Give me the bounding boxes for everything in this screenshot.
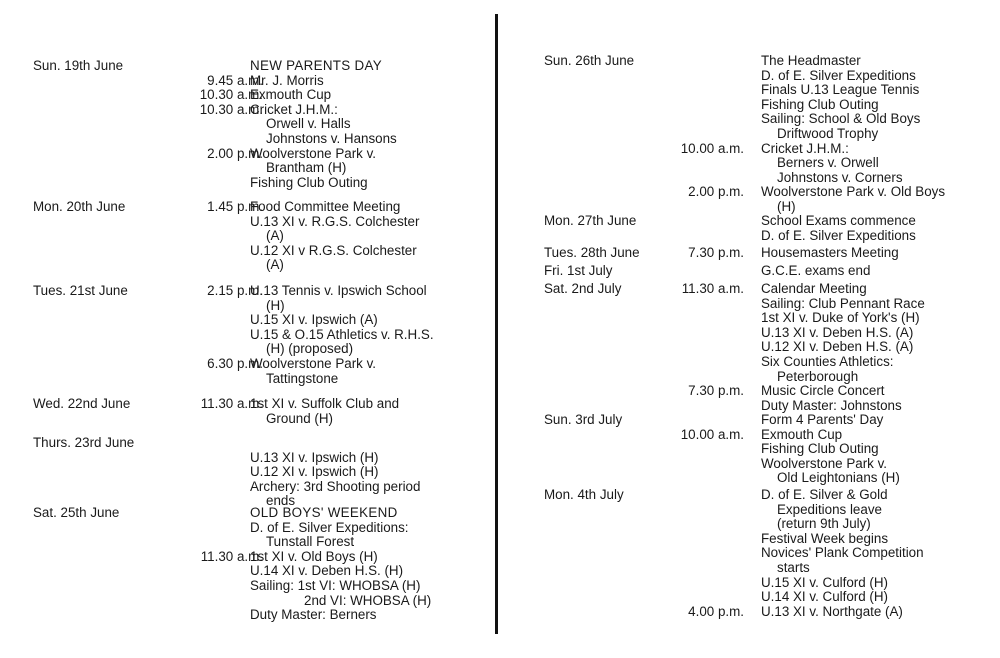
event-text: D. of E. Silver & Gold [761,487,888,502]
event-text: (H) [266,297,285,313]
event-time: 2.00 p.m. [688,184,744,200]
day-block [0,506,495,623]
event-text: Expeditions leave [777,501,882,517]
day-date: Mon. 20th June [33,199,126,214]
schedule-line [0,328,495,343]
schedule-line [0,74,495,89]
event-text: U.13 XI v. Ipswich (H) [250,449,379,465]
schedule-line [500,83,1000,98]
event-text: Tunstall Forest [266,534,355,550]
schedule-line [0,535,495,550]
event-text: U.15 & O.15 Athletics v. R.H.S. [250,326,434,342]
schedule-line [0,299,495,314]
day-date: Sat. 25th June [33,505,120,520]
schedule-line [500,355,1000,370]
schedule-line [500,488,1000,503]
schedule-line [0,284,495,299]
event-time: 11.30 a.m. [200,396,263,411]
schedule-line [0,397,495,412]
event-text: Calendar Meeting [761,281,867,296]
schedule-line [500,98,1000,113]
event-text: Fishing Club Outing [250,174,368,190]
right-page [500,0,1000,658]
event-text: Duty Master: Berners [250,607,377,623]
event-text: Novices' Plank Competition [761,545,924,561]
schedule-line [0,436,495,451]
schedule-line [500,590,1000,605]
schedule-line [0,357,495,372]
day-date: Sun. 3rd July [544,412,623,427]
event-text: (A) [266,228,284,244]
event-time: 10.00 a.m. [680,140,744,156]
event-text: U.12 XI v. Deben H.S. (A) [761,339,914,355]
schedule-line [0,451,495,466]
event-text: 1st XI v. Old Boys (H) [250,548,378,564]
schedule-line [0,313,495,328]
schedule-line [0,579,495,594]
schedule-line [0,608,495,623]
schedule-line [500,370,1000,385]
day-date: Sat. 2nd July [544,281,622,296]
event-text: Woolverstone Park v. [250,355,377,371]
event-text: U.13 XI v. Northgate (A) [761,603,903,619]
event-time: 10.00 a.m. [680,426,744,442]
schedule-line [500,605,1000,620]
day-block [500,214,1000,243]
event-text: Johnstons v. Hansons [266,130,397,146]
schedule-line [500,546,1000,561]
event-text: Brantham (H) [266,160,347,176]
day-date: Mon. 4th July [544,487,624,502]
schedule-line [0,342,495,357]
day-block [0,59,495,190]
event-text: Archery: 3rd Shooting period [250,478,421,494]
event-text: U.15 XI v. Culford (H) [761,574,888,590]
day-date: Sun. 26th June [544,53,635,68]
day-date: Fri. 1st July [544,263,613,278]
schedule-line [0,465,495,480]
schedule-line [0,506,495,521]
event-time: 7.30 p.m. [688,245,744,260]
event-text: (H) [777,198,796,214]
schedule-line [500,229,1000,244]
schedule-line [500,311,1000,326]
schedule-line [500,246,1000,261]
event-time: 1.45 p.m. [207,199,263,214]
event-text: Six Counties Athletics: [761,353,894,369]
schedule-line [500,127,1000,142]
schedule-line [500,457,1000,472]
schedule-line [0,176,495,191]
schedule-line [500,413,1000,428]
event-text: The Headmaster [761,53,861,68]
schedule-line [500,532,1000,547]
event-text: School Exams commence [761,213,916,228]
schedule-line [0,88,495,103]
event-time: 9.45 a.m. [207,72,263,88]
event-text: Woolverstone Park v. [761,455,888,471]
event-time: 7.30 p.m. [688,383,744,399]
day-block [0,200,495,273]
schedule-line [0,59,495,74]
event-text: U.12 XI v. Ipswich (H) [250,464,379,480]
event-text: NEW PARENTS DAY [250,58,382,73]
event-time: 6.30 p.m. [207,355,263,371]
schedule-line [500,576,1000,591]
event-text: OLD BOYS' WEEKEND [250,505,398,520]
event-text: Ground (H) [266,410,333,426]
event-time: 10.30 a.m. [199,87,263,103]
event-text: Food Committee Meeting [250,199,401,214]
schedule-line [0,117,495,132]
event-text: Fishing Club Outing [761,96,879,112]
event-text: 1st XI v. Suffolk Club and [250,396,400,411]
day-date: Tues. 28th June [544,245,640,260]
event-text: Duty Master: Johnstons [761,397,902,413]
schedule-line [0,132,495,147]
event-text: Cricket J.H.M.: [250,101,338,117]
event-text: ends [266,493,296,509]
schedule-line [0,521,495,536]
event-text: U.15 XI v. Ipswich (A) [250,312,378,328]
day-date: Thurs. 23rd June [33,435,135,450]
day-block [500,488,1000,619]
schedule-line [500,171,1000,186]
schedule-line [500,142,1000,157]
event-text: U.14 XI v. Deben H.S. (H) [250,563,404,579]
event-text: Woolverstone Park v. Old Boys [761,184,946,200]
schedule-line [0,103,495,118]
event-text: Housemasters Meeting [761,245,899,260]
event-text: Finals U.13 League Tennis [761,82,920,98]
event-text: Johnstons v. Corners [777,169,903,185]
schedule-line [0,200,495,215]
schedule-line [500,112,1000,127]
schedule-line [500,384,1000,399]
event-text: Tattingstone [266,370,339,386]
event-text: (return 9th July) [777,516,871,532]
day-block [500,282,1000,413]
event-time: 2.15 p.m. [207,283,263,298]
schedule-line [500,54,1000,69]
day-block [500,54,1000,215]
schedule-line [0,594,495,609]
event-text: U.13 XI v. Deben H.S. (A) [761,324,914,340]
schedule-line [500,561,1000,576]
schedule-line [0,564,495,579]
event-text: 1st XI v. Duke of York's (H) [761,310,920,326]
event-time: 10.30 a.m. [199,101,263,117]
event-text: Sailing: Club Pennant Race [761,295,925,311]
day-date: Wed. 22nd June [33,396,131,411]
day-block [0,436,495,509]
event-text: 2nd VI: WHOBSA (H) [304,592,432,608]
event-text: U.13 XI v. R.G.S. Colchester [250,213,420,229]
event-text: starts [777,559,810,575]
schedule-line [500,185,1000,200]
event-text: Exmouth Cup [761,426,843,442]
schedule-line [500,326,1000,341]
schedule-line [0,215,495,230]
event-time: 4.00 p.m. [688,603,744,619]
day-block [500,413,1000,486]
event-text: D. of E. Silver Expeditions [761,67,916,83]
schedule-line [0,372,495,387]
event-text: Cricket J.H.M.: [761,140,849,156]
day-block [0,284,495,386]
day-date: Tues. 21st June [33,283,128,298]
event-text: D. of E. Silver Expeditions: [250,519,409,535]
event-text: (H) (proposed) [266,341,354,357]
schedule-line [0,412,495,427]
event-text: Form 4 Parents' Day [761,412,884,427]
schedule-line [0,550,495,565]
schedule-line [500,214,1000,229]
day-block [500,246,1000,261]
page-gutter-divider [495,14,498,634]
event-text: Berners v. Orwell [777,155,879,171]
event-text: Orwell v. Halls [266,116,351,132]
event-text: U.13 Tennis v. Ipswich School [250,283,427,298]
schedule-line [500,340,1000,355]
event-text: Peterborough [777,368,859,384]
day-block [0,397,495,426]
event-text: Sailing: School & Old Boys [761,111,921,127]
event-text: D. of E. Silver Expeditions [761,227,916,243]
schedule-line [0,161,495,176]
event-text: Driftwood Trophy [777,125,879,141]
event-text: Old Leightonians (H) [777,470,900,486]
schedule-line [500,282,1000,297]
schedule-line [0,244,495,259]
schedule-line [500,428,1000,443]
schedule-line [500,297,1000,312]
schedule-line [500,517,1000,532]
event-text: U.14 XI v. Culford (H) [761,589,888,605]
schedule-line [500,471,1000,486]
schedule-line [0,229,495,244]
event-text: Fishing Club Outing [761,441,879,457]
day-date: Mon. 27th June [544,213,637,228]
event-text: Woolverstone Park v. [250,145,377,161]
event-text: Sailing: 1st VI: WHOBSA (H) [250,577,421,593]
schedule-line [0,258,495,273]
event-text: Music Circle Concert [761,383,885,399]
schedule-line [500,156,1000,171]
schedule-line [0,480,495,495]
left-page [0,0,495,658]
event-time: 11.30 a.m. [681,281,744,296]
day-date: Sun. 19th June [33,58,124,73]
event-text: U.12 XI v R.G.S. Colchester [250,242,417,258]
event-time: 2.00 p.m. [207,145,263,161]
event-time: 11.30 a.m. [200,548,263,564]
schedule-line [500,69,1000,84]
event-text: G.C.E. exams end [761,263,871,278]
event-text: Exmouth Cup [250,87,332,103]
day-block [500,264,1000,279]
event-text: Festival Week begins [761,530,889,546]
schedule-line [500,264,1000,279]
schedule-line [500,503,1000,518]
schedule-line [500,442,1000,457]
schedule-line [0,147,495,162]
event-text: Mr. J. Morris [250,72,324,88]
event-text: (A) [266,257,284,273]
